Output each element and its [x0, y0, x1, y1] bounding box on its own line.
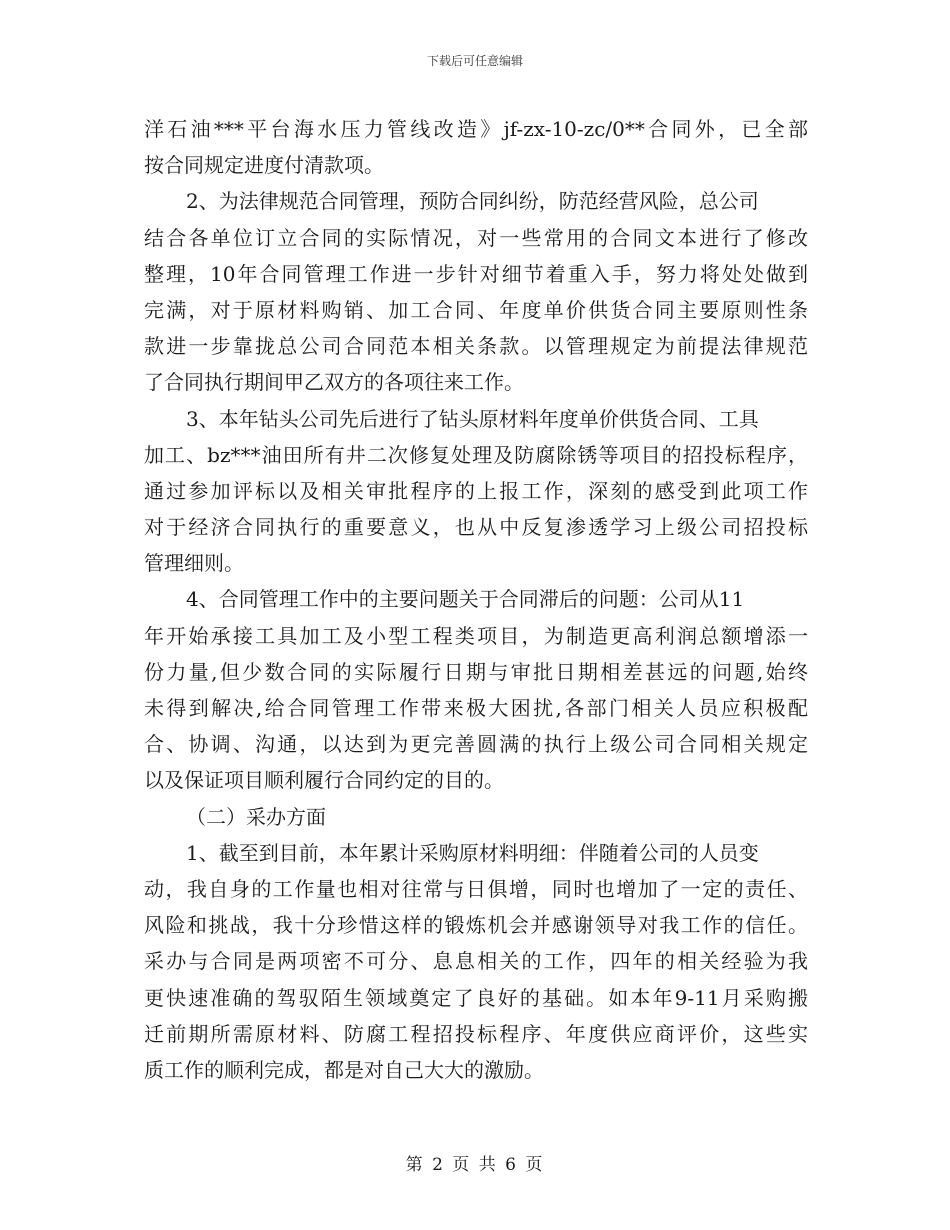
text-line: （二）采办方面 — [186, 804, 326, 829]
text-line: 整理，10年合同管理工作进一步针对细节着重入手，努力将处处做到 — [144, 261, 808, 286]
text-line: 4、合同管理工作中的主要问题关于合同滞后的问题：公司从11 — [186, 587, 745, 612]
text-line: 2、为法律规范合同管理，预防合同纠纷，防范经营风险，总公司 — [186, 189, 759, 214]
text-line: 款进一步靠拢总公司合同范本相关条款。以管理规定为前提法律规范 — [144, 334, 808, 359]
page-footer: 第 2 页 共 6 页 — [405, 1155, 545, 1175]
text-line: 合、协调、沟通，以达到为更完善圆满的执行上级公司合同相关规定 — [144, 732, 808, 757]
text-line: 更快速准确的驾驭陌生领域奠定了良好的基础。如本年9-11月采购搬 — [144, 985, 808, 1010]
text-line: 质工作的顺利完成，都是对自己大大的激励。 — [144, 1057, 544, 1082]
text-line: 完满，对于原材料购销、加工合同、年度单价供货合同主要原则性条 — [144, 297, 808, 322]
text-line: 未得到解决,给合同管理工作带来极大困扰,各部门相关人员应积极配 — [144, 696, 808, 720]
text-line: 采办与合同是两项密不可分、息息相关的工作，四年的相关经验为我 — [144, 949, 808, 974]
text-line: 加工、bz***油田所有井二次修复处理及防腐除锈等项目的招投标程序， — [144, 442, 808, 467]
text-line: 以及保证项目顺利履行合同约定的目的。 — [144, 768, 504, 793]
page-header: 下载后可任意编辑 — [426, 54, 523, 68]
text-line: 3、本年钻头公司先后进行了钻头原材料年度单价供货合同、工具 — [186, 406, 759, 431]
text-line: 了合同执行期间甲乙双方的各项往来工作。 — [144, 370, 524, 395]
text-line: 通过参加评标以及相关审批程序的上报工作，深刻的感受到此项工作 — [144, 478, 808, 503]
text-line: 对于经济合同执行的重要意义，也从中反复渗透学习上级公司招投标 — [144, 515, 808, 540]
text-line: 结合各单位订立合同的实际情况，对一些常用的合同文本进行了修改 — [144, 225, 808, 250]
text-line: 动，我自身的工作量也相对往常与日俱增，同时也增加了一定的责任、 — [144, 876, 808, 901]
text-line: 风险和挑战，我十分珍惜这样的锻炼机会并感谢领导对我工作的信任。 — [144, 913, 808, 938]
text-line: 迁前期所需原材料、防腐工程招投标程序、年度供应商评价，这些实 — [144, 1021, 808, 1046]
text-line: 洋石油***平台海水压力管线改造》jf-zx-10-zc/0**合同外，已全部 — [144, 117, 808, 141]
document-body — [144, 111, 808, 1088]
text-line: 管理细则。 — [144, 551, 244, 576]
text-line: 按合同规定进度付清款项。 — [144, 153, 384, 178]
text-line: 年开始承接工具加工及小型工程类项目，为制造更高利润总额增添一 — [144, 623, 808, 648]
text-line: 1、截至到目前，本年累计采购原材料明细：伴随着公司的人员变 — [186, 840, 759, 865]
text-line: 份力量,但少数合同的实际履行日期与审批日期相差甚远的问题,始终 — [144, 659, 808, 684]
